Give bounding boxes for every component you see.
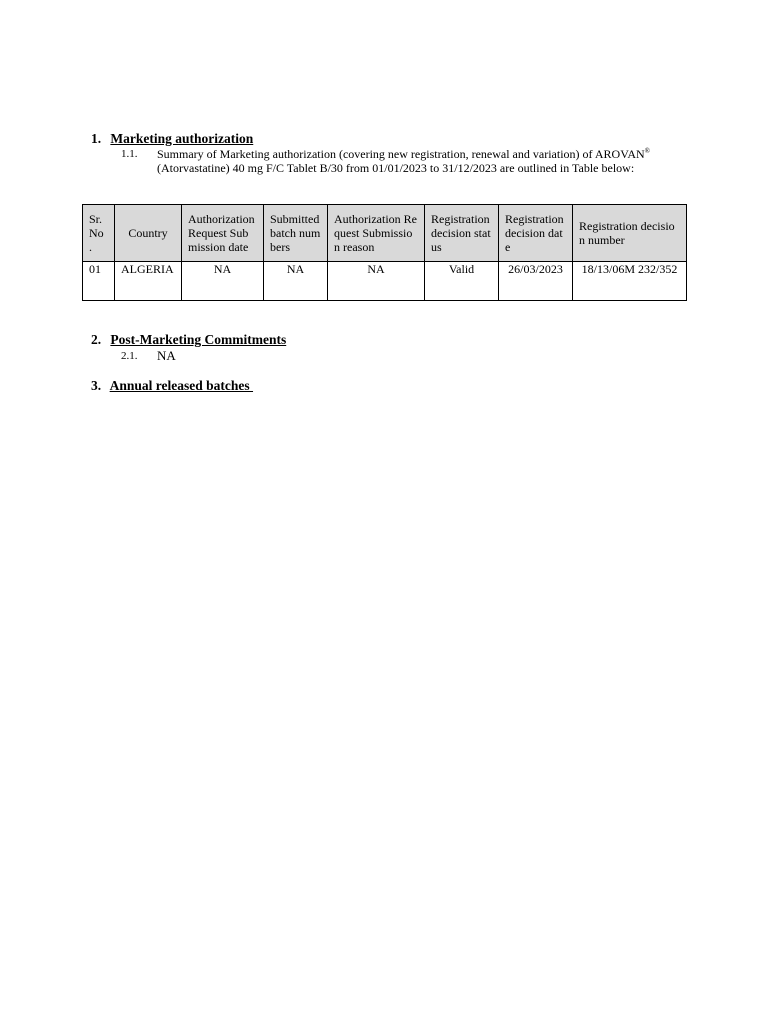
subitem-1-1-text-before: Summary of Marketing authorization (covering new registration, renewal and variation) of AROVAN xyxy=(157,147,645,161)
header-batch-numbers: Submitted batch numbers xyxy=(264,205,328,262)
cell-decision-number: 18/13/06M 232/352 xyxy=(573,262,687,301)
section-3-heading xyxy=(91,378,253,394)
section-1-number: 1. xyxy=(91,131,102,146)
header-submission-date: Authorization Request Submission date xyxy=(182,205,264,262)
subitem-1-1-text xyxy=(157,147,702,175)
header-sr-no: Sr. No . xyxy=(83,205,115,262)
cell-batch-numbers: NA xyxy=(264,262,328,301)
marketing-authorization-table xyxy=(82,204,687,301)
header-country: Country xyxy=(115,205,182,262)
header-submission-reason: Authorization Request Submission reason xyxy=(328,205,425,262)
header-decision-number: Registration decision number xyxy=(573,205,687,262)
section-2-number: 2. xyxy=(91,332,102,347)
cell-decision-date: 26/03/2023 xyxy=(499,262,573,301)
cell-decision-status: Valid xyxy=(425,262,499,301)
cell-submission-reason: NA xyxy=(328,262,425,301)
subitem-1-1-number: 1.1. xyxy=(121,148,138,160)
header-decision-status: Registration decision status xyxy=(425,205,499,262)
table-header-row xyxy=(83,205,687,262)
section-1-heading xyxy=(91,131,253,147)
section-3-title: Annual released batches xyxy=(109,378,254,393)
cell-country: ALGERIA xyxy=(115,262,182,301)
cell-sr-no: 01 xyxy=(83,262,115,301)
subitem-2-1-number: 2.1. xyxy=(121,350,138,362)
table-row xyxy=(83,262,687,301)
subitem-2-1-text: NA xyxy=(157,348,176,363)
cell-submission-date: NA xyxy=(182,262,264,301)
registered-mark: ® xyxy=(644,147,650,155)
header-decision-date: Registration decision date xyxy=(499,205,573,262)
section-3-number: 3. xyxy=(91,378,102,393)
section-1-title: Marketing authorization xyxy=(110,131,254,146)
section-2-title: Post-Marketing Commitments xyxy=(110,332,287,347)
subitem-1-1-text-after: (Atorvastatine) 40 mg F/C Tablet B/30 from 01/01/2023 to 31/12/2023 are outlined in Table below: xyxy=(157,161,635,175)
section-2-heading xyxy=(91,332,286,348)
